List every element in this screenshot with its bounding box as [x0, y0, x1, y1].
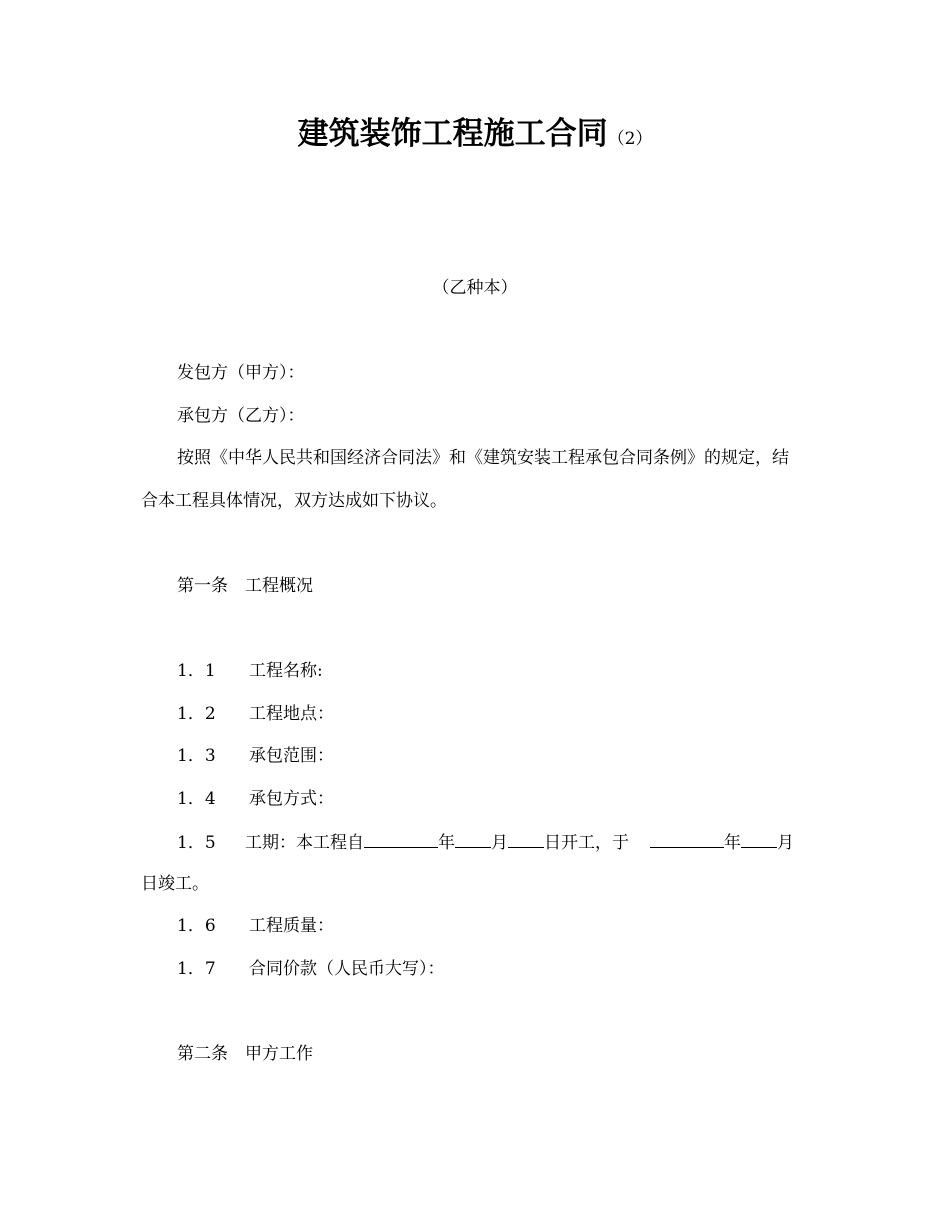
clause-text: 合同价款（人民币大写）： — [249, 959, 445, 979]
month-label: 月 — [777, 833, 794, 853]
clause-number: 1．4 — [177, 789, 216, 809]
start-year-blank — [364, 829, 438, 848]
clause-text: 承包范围： — [249, 746, 334, 766]
article-1-heading: 第一条 工程概况 — [177, 576, 313, 596]
document-title — [0, 112, 950, 161]
clause-1-5-continuation: 日竣工。 — [141, 874, 209, 894]
month-label: 月 — [491, 833, 508, 853]
clause-number: 1．7 — [177, 959, 216, 979]
clause-text: 承包方式： — [249, 789, 334, 809]
clause-1-2 — [177, 702, 334, 726]
clause-text: 工程质量： — [249, 916, 334, 936]
title-text: 建筑装饰工程施工合同 — [297, 116, 608, 152]
party-a-label: 发包方（甲方）： — [177, 363, 305, 383]
clause-text: 工程地点： — [249, 704, 334, 724]
preamble-line-1: 按照《中华人民共和国经济合同法》和《建筑安装工程承包合同条例》的规定，结 — [177, 448, 789, 468]
preamble-line-2: 合本工程具体情况，双方达成如下协议。 — [141, 491, 447, 511]
clause-1-3 — [177, 744, 334, 768]
article-2-heading: 第二条 甲方工作 — [177, 1044, 313, 1064]
clause-number: 1．5 — [177, 833, 216, 853]
year-label: 年 — [438, 833, 455, 853]
clause-1-6 — [177, 914, 334, 938]
end-year-blank — [650, 829, 724, 848]
duration-prefix: 工期：本工程自 — [245, 833, 364, 853]
start-text: 日开工，于 — [544, 833, 629, 853]
end-month-blank — [741, 829, 777, 848]
year-label: 年 — [724, 833, 741, 853]
clause-number: 1．2 — [177, 704, 216, 724]
party-b-label: 承包方（乙方）： — [177, 406, 305, 426]
start-day-blank — [508, 829, 544, 848]
clause-1-1 — [177, 659, 323, 683]
clause-1-4 — [177, 787, 334, 811]
start-month-blank — [455, 829, 491, 848]
clause-text: 工程名称: — [249, 661, 323, 681]
title-suffix: （2） — [607, 129, 653, 149]
clause-1-5 — [177, 829, 794, 855]
clause-1-7 — [177, 957, 445, 981]
version-label: （乙种本） — [432, 278, 518, 298]
clause-number: 1．1 — [177, 661, 216, 681]
clause-number: 1．3 — [177, 746, 216, 766]
clause-number: 1．6 — [177, 916, 216, 936]
